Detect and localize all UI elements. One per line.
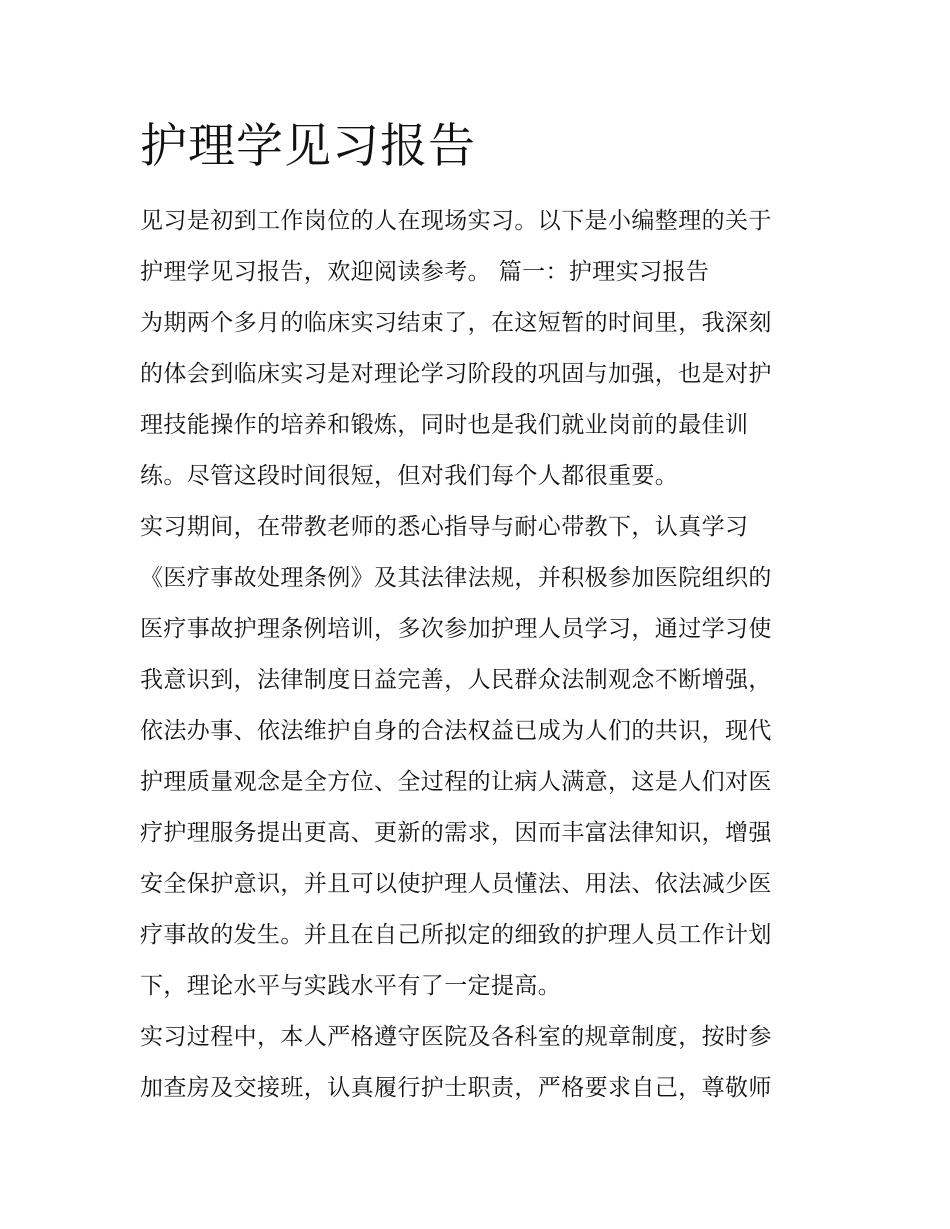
text-line: 医疗事故护理条例培训，多次参加护理人员学习，通过学习使: [140, 616, 772, 642]
text-line: 护理质量观念是全方位、全过程的让病人满意，这是人们对医: [140, 769, 772, 795]
text-line: 依法办事、依法维护自身的合法权益已成为人们的共识，现代: [140, 718, 772, 744]
text-line: 见习是初到工作岗位的人在现场实习。以下是小编整理的关于: [140, 208, 772, 234]
document-title: 护理学见习报告: [140, 119, 476, 174]
text-line: 疗事故的发生。并且在自己所拟定的细致的护理人员工作计划: [140, 922, 772, 948]
text-line: 护理学见习报告，欢迎阅读参考。 篇一：护理实习报告: [140, 259, 710, 285]
text-line: 为期两个多月的临床实习结束了，在这短暂的时间里，我深刻: [140, 310, 772, 336]
text-line: 的体会到临床实习是对理论学习阶段的巩固与加强，也是对护: [140, 361, 772, 387]
text-line: 实习期间，在带教老师的悉心指导与耐心带教下，认真学习: [140, 514, 749, 540]
text-line: 我意识到，法律制度日益完善，人民群众法制观念不断增强，: [140, 667, 772, 693]
text-line: 练。尽管这段时间很短，但对我们每个人都很重要。: [140, 463, 679, 489]
text-line: 《医疗事故处理条例》及其法律法规，并积极参加医院组织的: [140, 565, 772, 591]
text-line: 加查房及交接班，认真履行护士职责，严格要求自己，尊敬师: [140, 1075, 772, 1101]
text-line: 安全保护意识，并且可以使护理人员懂法、用法、依法减少医: [140, 871, 772, 897]
text-line: 理技能操作的培养和锻炼，同时也是我们就业岗前的最佳训: [140, 412, 749, 438]
text-line: 下，理论水平与实践水平有了一定提高。: [140, 973, 562, 999]
text-line: 实习过程中，本人严格遵守医院及各科室的规章制度，按时参: [140, 1024, 772, 1050]
text-line: 疗护理服务提出更高、更新的需求，因而丰富法律知识，增强: [140, 820, 772, 846]
